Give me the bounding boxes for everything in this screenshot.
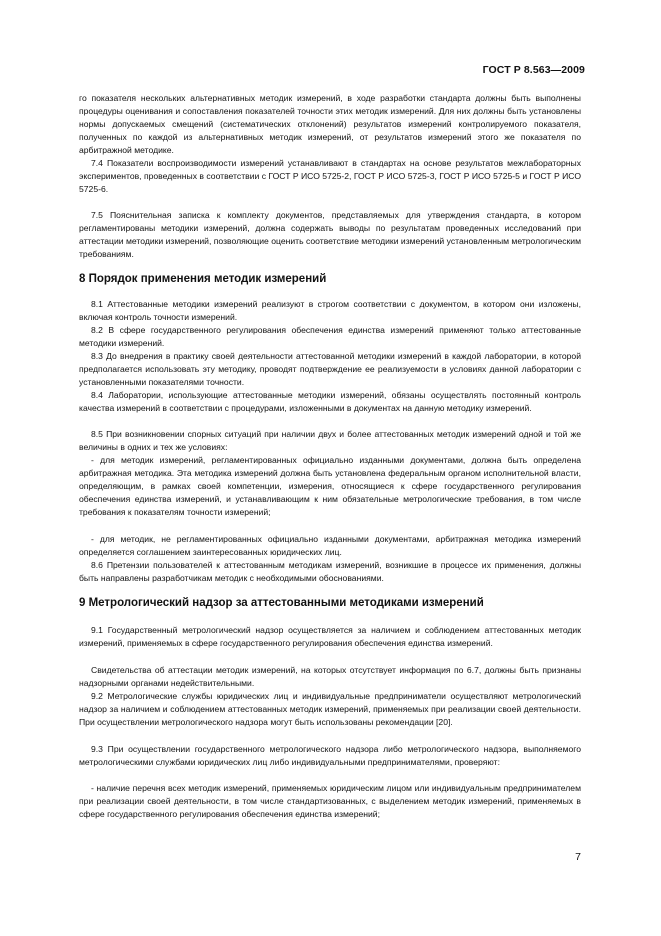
section-9-heading: 9 Метрологический надзор за аттестованными методиками измерений [79, 597, 484, 609]
paragraph-9-3-item-1: - наличие перечня всех методик измерений, применяемых юридическим лицом или индивидуальным предпринимателем при реализации своей деятельности, в том числе стандартизованных, с выделением методик измерений, применяемых в сфере государственного регулирования обеспечения единства измерений; [79, 783, 581, 820]
paragraph-8-1: 8.1 Аттестованные методики измерений реализуют в строгом соответствии с документом, в котором они изложены, включая контроль точности измерений. [79, 299, 581, 323]
paragraph-8-5-item-2: - для методик, не регламентированных официально изданными документами, арбитражная методика измерений определяется соглашением заинтересованных юридических лиц. [79, 534, 581, 558]
paragraph-8-6: 8.6 Претензии пользователей к аттестованным методикам измерений, возникшие в процессе их применения, должны быть направлены разработчикам методик с необходимыми обоснованиями. [79, 560, 581, 584]
paragraph-8-4: 8.4 Лаборатории, использующие аттестованные методики измерений, обязаны осуществлять постоянный контроль качества измерений в соответствии с процедурами, изложенными в документах на данную методику измерений. [79, 390, 581, 414]
paragraph-continued: го показателя нескольких альтернативных методик измерений, в ходе разработки стандарта должны быть выполнены процедуры оценивания и сопоставления показателей точности этих методик измерений. Для них должны быть установлены нормы допускаемых смещений (систематических отклонений) результатов измерений контролируемого показателя, полученных по каждой из альтернативных методик измерений, от результатов измерений этого же показателя по арбитражной методике. [79, 93, 581, 156]
paragraph-8-5-item-1: - для методик измерений, регламентированных официально изданными документами, должна быть определена арбитражная методика. Эта методика измерений должна быть установлена федеральным органом исполнительной власти, определяющим, в рамках своей компетенции, измерения, относящиеся к сфере государственного регулирования обеспечения единства измерений, и устанавливающим к ним обязательные метрологические требования, в том числе требования к показателям точности измерений; [79, 455, 581, 518]
paragraph-7-5: 7.5 Пояснительная записка к комплекту документов, представляемых для утверждения стандарта, в котором регламентированы методики измерений, должна содержать выводы по результатам проведенных исследований при аттестации методики измерений, позволяющие оценить соответствие методики измерений установленным метрологическим требованиям. [79, 210, 581, 260]
paragraph-9-3: 9.3 При осуществлении государственного метрологического надзора либо метрологического надзора, выполняемого метрологическими службами юридических лиц либо индивидуальными предпринимателями, проверяют: [79, 744, 581, 768]
paragraph-8-3: 8.3 До внедрения в практику своей деятельности аттестованной методики измерений в каждой лаборатории, в которой предполагается использовать эту методику, проводят подтверждение ее реализуемости в условиях данной лаборатории с установленными показателями точности. [79, 351, 581, 388]
document-header: ГОСТ Р 8.563—2009 [482, 64, 585, 76]
section-8-heading: 8 Порядок применения методик измерений [79, 273, 327, 285]
paragraph-8-2: 8.2 В сфере государственного регулирования обеспечения единства измерений применяют только аттестованные методики измерений. [79, 325, 581, 349]
paragraph-8-5: 8.5 При возникновении спорных ситуаций при наличии двух и более аттестованных методик измерений одной и той же величины в одних и тех же условиях: [79, 429, 581, 453]
paragraph-9-2: 9.2 Метрологические службы юридических лиц и индивидуальные предприниматели осуществляют метрологический надзор за наличием и соблюдением аттестованных методик измерений, применяемых при реализации своей деятельности. При осуществлении метрологического надзора могут быть использованы рекомендации [20]. [79, 691, 581, 728]
page-number: 7 [575, 851, 581, 863]
paragraph-9-1: 9.1 Государственный метрологический надзор осуществляется за наличием и соблюдением аттестованных методик измерений, применяемых в сфере государственного регулирования обеспечения единства измерений. [79, 625, 581, 649]
paragraph-9-1-note: Свидетельства об аттестации методик измерений, на которых отсутствует информация по 6.7, должны быть признаны надзорными органами недействительными. [79, 665, 581, 689]
paragraph-7-4: 7.4 Показатели воспроизводимости измерений устанавливают в стандартах на основе результатов межлабораторных экспериментов, проведенных в соответствии с ГОСТ Р ИСО 5725-2, ГОСТ Р ИСО 5725-3, ГОСТ Р ИСО 5725-5 и ГОСТ Р ИСО 5725-6. [79, 158, 581, 195]
